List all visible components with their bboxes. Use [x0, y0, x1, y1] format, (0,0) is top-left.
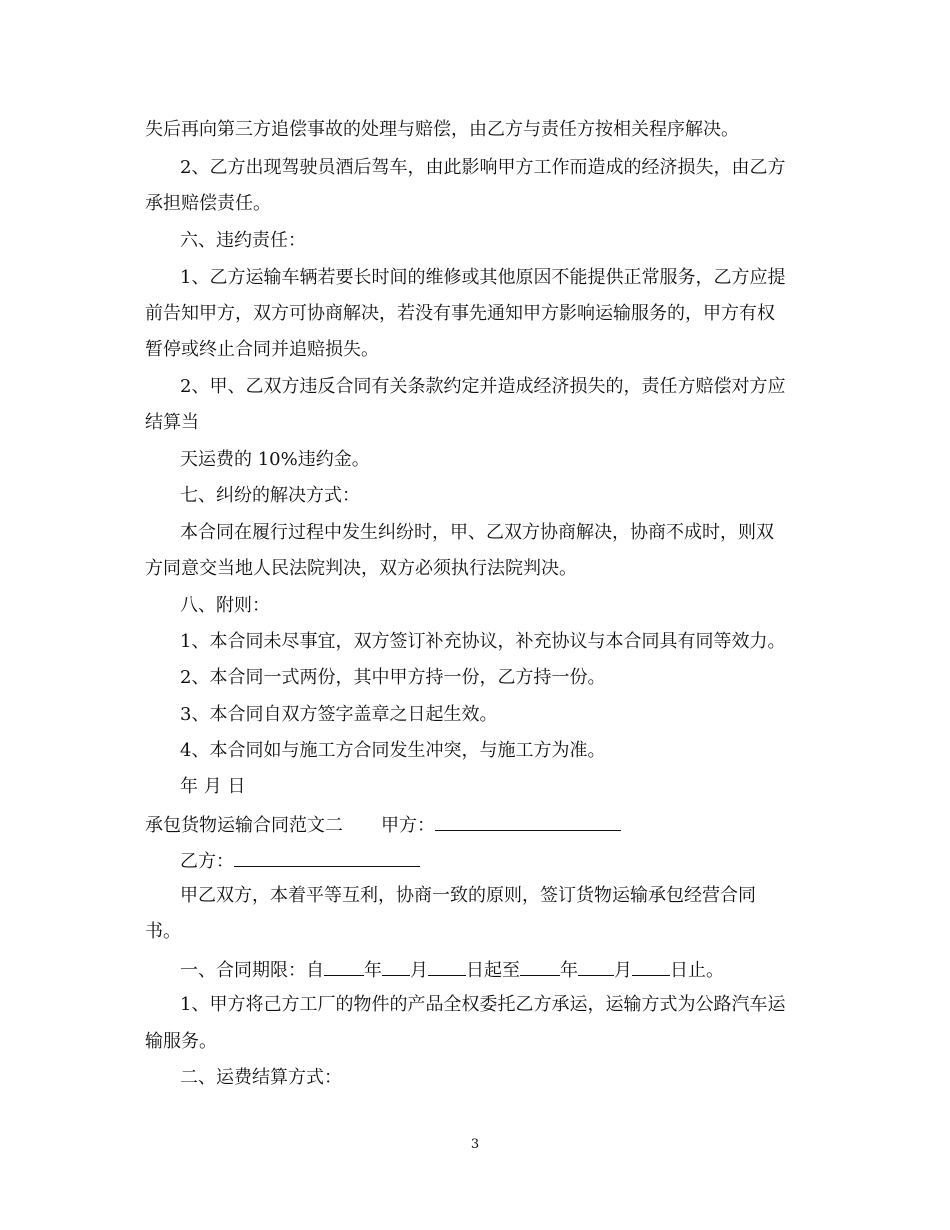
paragraph-line: 输服务。 [145, 1031, 217, 1052]
paragraph-line: 方同意交当地人民法院判决，双方必须执行法院判决。 [145, 558, 577, 579]
contract-term-row [180, 957, 724, 983]
page-number: 3 [470, 1137, 480, 1152]
paragraph-line: 本合同在履行过程中发生纠纷时，甲、乙双方协商解决，协商不成时，则双 [180, 522, 774, 543]
section-heading: 七、纠纷的解决方式： [180, 485, 360, 506]
section-heading: 六、违约责任： [180, 230, 306, 251]
section-heading: 二、运费结算方式： [180, 1067, 342, 1088]
end-month-blank [578, 957, 614, 976]
paragraph-line: 1、甲方将己方工厂的物件的产品全权委托乙方承运，运输方式为公路汽车运 [180, 994, 786, 1015]
paragraph-line: 1、乙方运输车辆若要长时间的维修或其他原因不能提供正常服务，乙方应提 [180, 267, 786, 288]
paragraph-line: 暂停或终止合同并追赔损失。 [145, 339, 379, 360]
term-month-label: 月 [410, 960, 428, 981]
paragraph-line: 4、本合同如与施工方合同发生冲突，与施工方为准。 [180, 740, 606, 761]
second-contract-title: 承包货物运输合同范文二 [145, 815, 343, 836]
term-start-day-label: 日起至 [466, 960, 520, 981]
start-year-blank [324, 957, 364, 976]
party-b-blank [234, 848, 420, 867]
start-day-blank [428, 957, 466, 976]
paragraph-line: 2、乙方出现驾驶员酒后驾车，由此影响甲方工作而造成的经济损失，由乙方 [180, 157, 786, 178]
paragraph-line: 承担赔偿责任。 [145, 193, 271, 214]
paragraph-line: 前告知甲方，双方可协商解决，若没有事先通知甲方影响运输服务的，甲方有权 [145, 303, 775, 324]
end-year-blank [520, 957, 560, 976]
second-contract-title-row [145, 812, 621, 838]
party-a-blank [435, 812, 621, 831]
section-heading: 八、附则： [180, 595, 270, 616]
start-month-blank [382, 957, 410, 976]
paragraph-line: 甲乙双方，本着平等互利，协商一致的原则，签订货物运输承包经营合同 [180, 885, 756, 906]
paragraph-line: 结算当 [145, 412, 199, 433]
end-day-blank [632, 957, 670, 976]
term-end-day-label: 日止。 [670, 960, 724, 981]
paragraph-line: 3、本合同自双方签字盖章之日起生效。 [180, 704, 498, 725]
paragraph-line: 书。 [145, 921, 181, 942]
term-prefix: 一、合同期限：自 [180, 960, 324, 981]
term-year-label: 年 [560, 960, 578, 981]
term-month-label: 月 [614, 960, 632, 981]
paragraph-line: 失后再向第三方追偿事故的处理与赔偿，由乙方与责任方按相关程序解决。 [145, 119, 739, 140]
paragraph-line: 2、本合同一式两份，其中甲方持一份，乙方持一份。 [180, 667, 606, 688]
date-line: 年 月 日 [180, 776, 246, 797]
party-a-label: 甲方： [381, 815, 435, 836]
term-year-label: 年 [364, 960, 382, 981]
paragraph-line: 天运费的 10%违约金。 [180, 449, 370, 470]
paragraph-line: 2、甲、乙双方违反合同有关条款约定并造成经济损失的，责任方赔偿对方应 [180, 376, 786, 397]
paragraph-line: 1、本合同未尽事宜，双方签订补充协议，补充协议与本合同具有同等效力。 [180, 631, 786, 652]
party-b-label: 乙方： [180, 851, 234, 872]
party-b-row [180, 848, 420, 874]
